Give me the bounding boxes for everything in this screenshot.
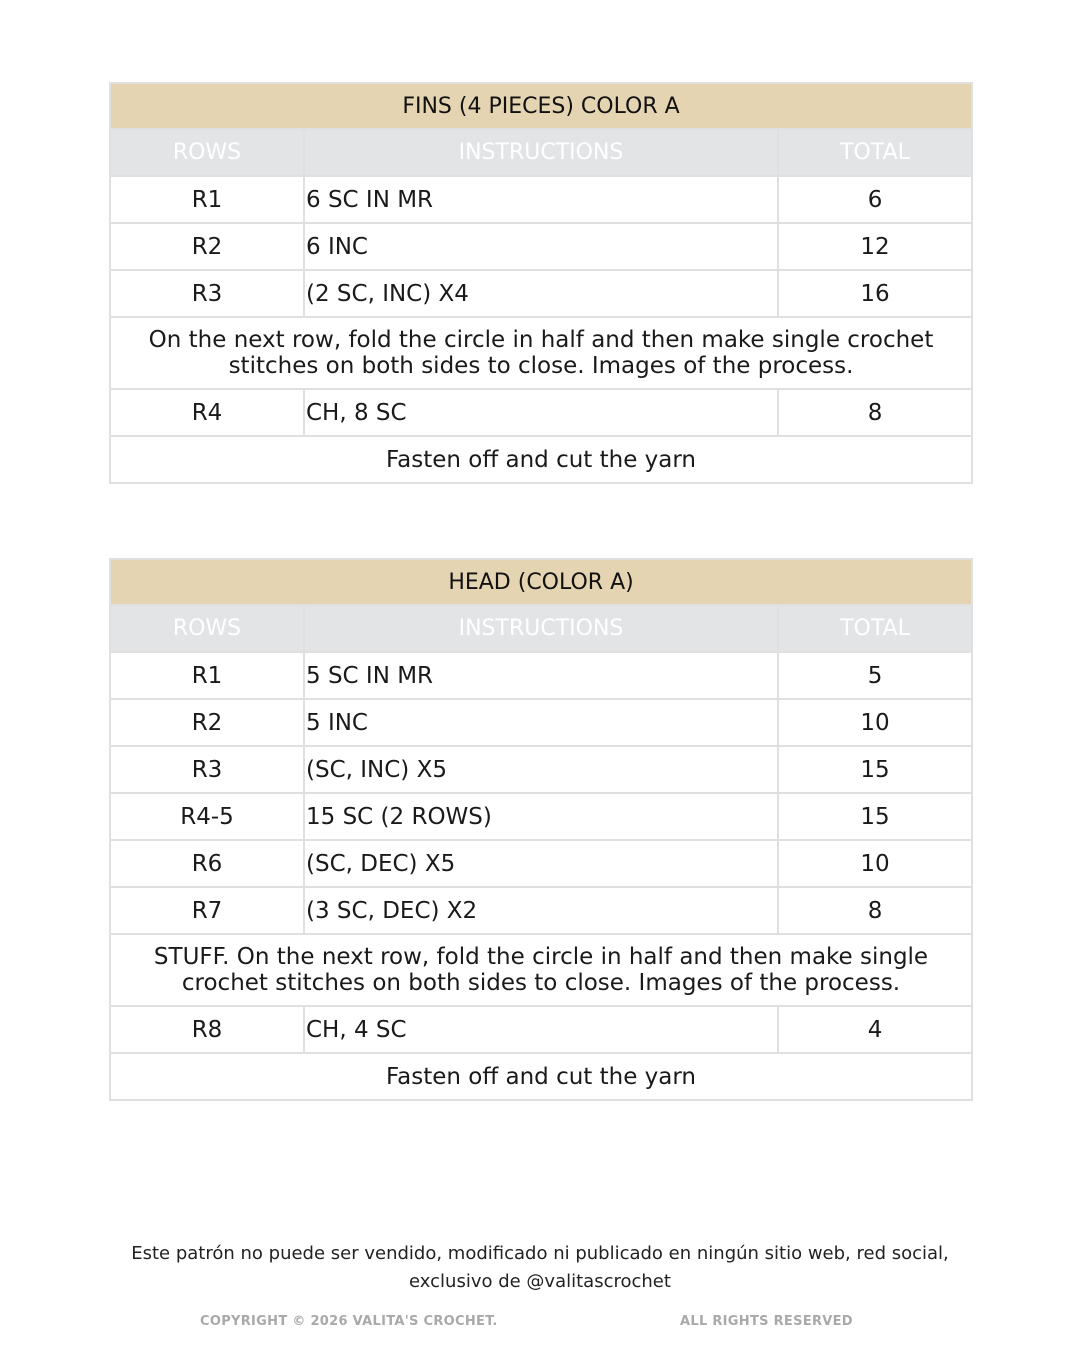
row-note: On the next row, fold the circle in half and then make single crochet stitches on both sides to close. Images of the process. (110, 317, 972, 389)
column-header-total: TOTAL (778, 605, 972, 652)
row-label: R6 (110, 840, 304, 887)
column-header-rows: ROWS (110, 129, 304, 176)
table-title: FINS (4 PIECES) COLOR A (110, 83, 972, 129)
row-label: R1 (110, 652, 304, 699)
table-row (110, 389, 972, 436)
row-total: 10 (778, 840, 972, 887)
row-label: R4 (110, 389, 304, 436)
row-label: R3 (110, 746, 304, 793)
table-note-row (110, 436, 972, 483)
row-instruction: (3 SC, DEC) X2 (304, 887, 778, 934)
row-total: 6 (778, 176, 972, 223)
usage-notice-line-1: Este patrón no puede ser vendido, modificado ni publicado en ningún sitio web, red social, (131, 1243, 949, 1264)
row-total: 4 (778, 1006, 972, 1053)
table-row (110, 270, 972, 317)
row-total: 10 (778, 699, 972, 746)
table-row (110, 223, 972, 270)
row-instruction: 15 SC (2 ROWS) (304, 793, 778, 840)
row-instruction: (SC, INC) X5 (304, 746, 778, 793)
row-instruction: 5 INC (304, 699, 778, 746)
usage-notice-line-2: exclusivo de @valitascrochet (409, 1271, 671, 1292)
table-row (110, 176, 972, 223)
row-total: 12 (778, 223, 972, 270)
table-note-row (110, 934, 972, 1006)
row-total: 16 (778, 270, 972, 317)
row-instruction: 5 SC IN MR (304, 652, 778, 699)
row-total: 15 (778, 746, 972, 793)
copyright-text: COPYRIGHT © 2026 VALITA'S CROCHET. (200, 1314, 498, 1329)
table-row (110, 1006, 972, 1053)
table-row (110, 699, 972, 746)
row-instruction: CH, 4 SC (304, 1006, 778, 1053)
row-instruction: CH, 8 SC (304, 389, 778, 436)
column-header-instructions: INSTRUCTIONS (304, 605, 778, 652)
row-instruction: (SC, DEC) X5 (304, 840, 778, 887)
row-label: R1 (110, 176, 304, 223)
table-row (110, 887, 972, 934)
row-label: R8 (110, 1006, 304, 1053)
row-total: 5 (778, 652, 972, 699)
column-header-instructions: INSTRUCTIONS (304, 129, 778, 176)
row-label: R4-5 (110, 793, 304, 840)
row-label: R2 (110, 699, 304, 746)
table-row (110, 793, 972, 840)
row-instruction: (2 SC, INC) X4 (304, 270, 778, 317)
table-row (110, 840, 972, 887)
row-instruction: 6 SC IN MR (304, 176, 778, 223)
row-note: Fasten off and cut the yarn (110, 1053, 972, 1100)
row-note: Fasten off and cut the yarn (110, 436, 972, 483)
row-label: R7 (110, 887, 304, 934)
table-note-row (110, 1053, 972, 1100)
row-label: R2 (110, 223, 304, 270)
fins-table (109, 82, 973, 484)
row-label: R3 (110, 270, 304, 317)
column-header-total: TOTAL (778, 129, 972, 176)
row-total: 8 (778, 389, 972, 436)
rights-text: ALL RIGHTS RESERVED (680, 1314, 853, 1329)
table-title: HEAD (COLOR A) (110, 559, 972, 605)
row-total: 8 (778, 887, 972, 934)
head-table (109, 558, 973, 1101)
table-note-row (110, 317, 972, 389)
usage-notice (0, 1240, 1080, 1296)
row-instruction: 6 INC (304, 223, 778, 270)
table-row (110, 652, 972, 699)
row-note: STUFF. On the next row, fold the circle in half and then make single crochet stitches on both sides to close. Images of the process. (110, 934, 972, 1006)
column-header-rows: ROWS (110, 605, 304, 652)
table-row (110, 746, 972, 793)
row-total: 15 (778, 793, 972, 840)
